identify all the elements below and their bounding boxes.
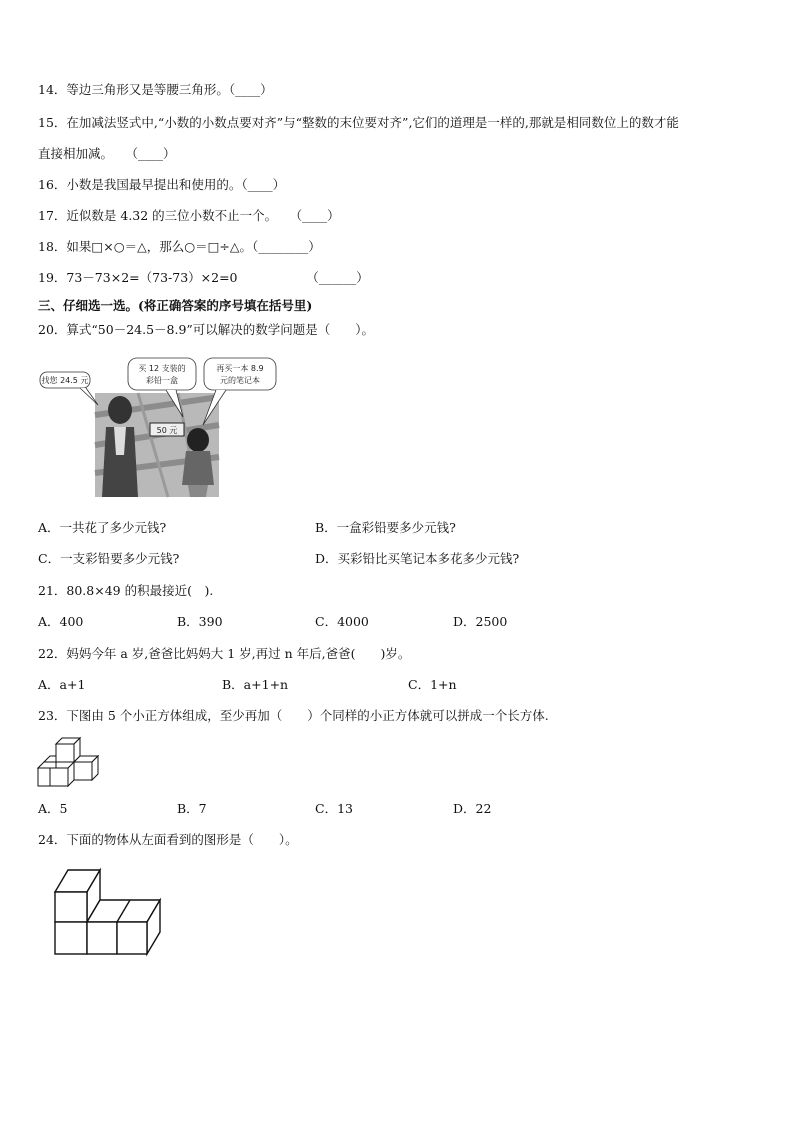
question-23: 23．下图由 5 个小正方体组成，至少再加（ ）个同样的小正方体就可以拼成一个长方体.	[38, 708, 549, 723]
question-17: 17．近似数是 4.32 的三位小数不止一个。 （____）	[38, 208, 340, 223]
q23-option-b: B．7	[177, 801, 207, 816]
q23-option-c: C．13	[315, 801, 353, 816]
question-15-line1: 15．在加减法竖式中,“小数的小数点要对齐”与“整数的末位要对齐”,它们的道理是一样的,那就是相同数位上的数才能	[38, 115, 679, 130]
q20-option-a: A．一共花了多少元钱?	[38, 520, 167, 535]
question-15-line2: 直接相加减。 （____）	[38, 146, 176, 161]
speech-bubble-1-text: 找您 24.5 元	[41, 376, 89, 385]
speech-bubble-2	[128, 358, 196, 390]
q20-option-c: C．一支彩铅要多少元钱?	[38, 551, 180, 566]
question-16: 16．小数是我国最早提出和使用的。（____）	[38, 177, 286, 192]
money-note-label: 50 元	[156, 426, 178, 435]
q21-option-b: B．390	[177, 614, 223, 629]
q22-option-a: A．a+1	[38, 677, 86, 692]
question-20: 20．算式“50－24.5－8.9”可以解决的数学问题是（ ）。	[38, 322, 375, 337]
clerk-figure	[108, 396, 132, 424]
speech-bubble-2-line1: 买 12 支装的	[138, 364, 186, 373]
q23-option-d: D．22	[453, 801, 492, 816]
l-shaped-cubes-figure	[50, 866, 165, 960]
question-24: 24．下面的物体从左面看到的图形是（ ）。	[38, 832, 298, 847]
question-14: 14．等边三角形又是等腰三角形。（____）	[38, 82, 273, 97]
q23-option-a: A．5	[38, 801, 68, 816]
q22-option-c: C．1+n	[408, 677, 457, 692]
question-18: 18．如果□×○＝△，那么○＝□÷△。（________）	[38, 239, 321, 254]
speech-bubble-3-line2: 元的笔记本	[220, 376, 260, 385]
question-21: 21．80.8×49 的积最接近( ).	[38, 583, 214, 598]
q21-option-a: A．400	[38, 614, 84, 629]
speech-bubble-2-line2: 彩铅一盒	[146, 376, 178, 385]
question-19: 19．73－73×2=（73-73）×2=0 （______）	[38, 270, 369, 285]
girl-figure	[187, 428, 209, 452]
question-22: 22．妈妈今年 a 岁,爸爸比妈妈大 1 岁,再过 n 年后,爸爸( )岁。	[38, 646, 411, 661]
q21-option-d: D．2500	[453, 614, 508, 629]
speech-bubble-3	[204, 358, 276, 390]
shopping-illustration	[38, 355, 288, 500]
q21-option-c: C．4000	[315, 614, 369, 629]
five-cubes-figure	[36, 736, 102, 790]
q20-option-d: D．买彩铅比买笔记本多花多少元钱?	[315, 551, 520, 566]
speech-bubble-3-line1: 再买一本 8.9	[216, 364, 264, 373]
q22-option-b: B．a+1+n	[222, 677, 289, 692]
section-3-heading: 三、仔细选一选。(将正确答案的序号填在括号里)	[38, 298, 313, 313]
q20-option-b: B．一盒彩铅要多少元钱?	[315, 520, 456, 535]
